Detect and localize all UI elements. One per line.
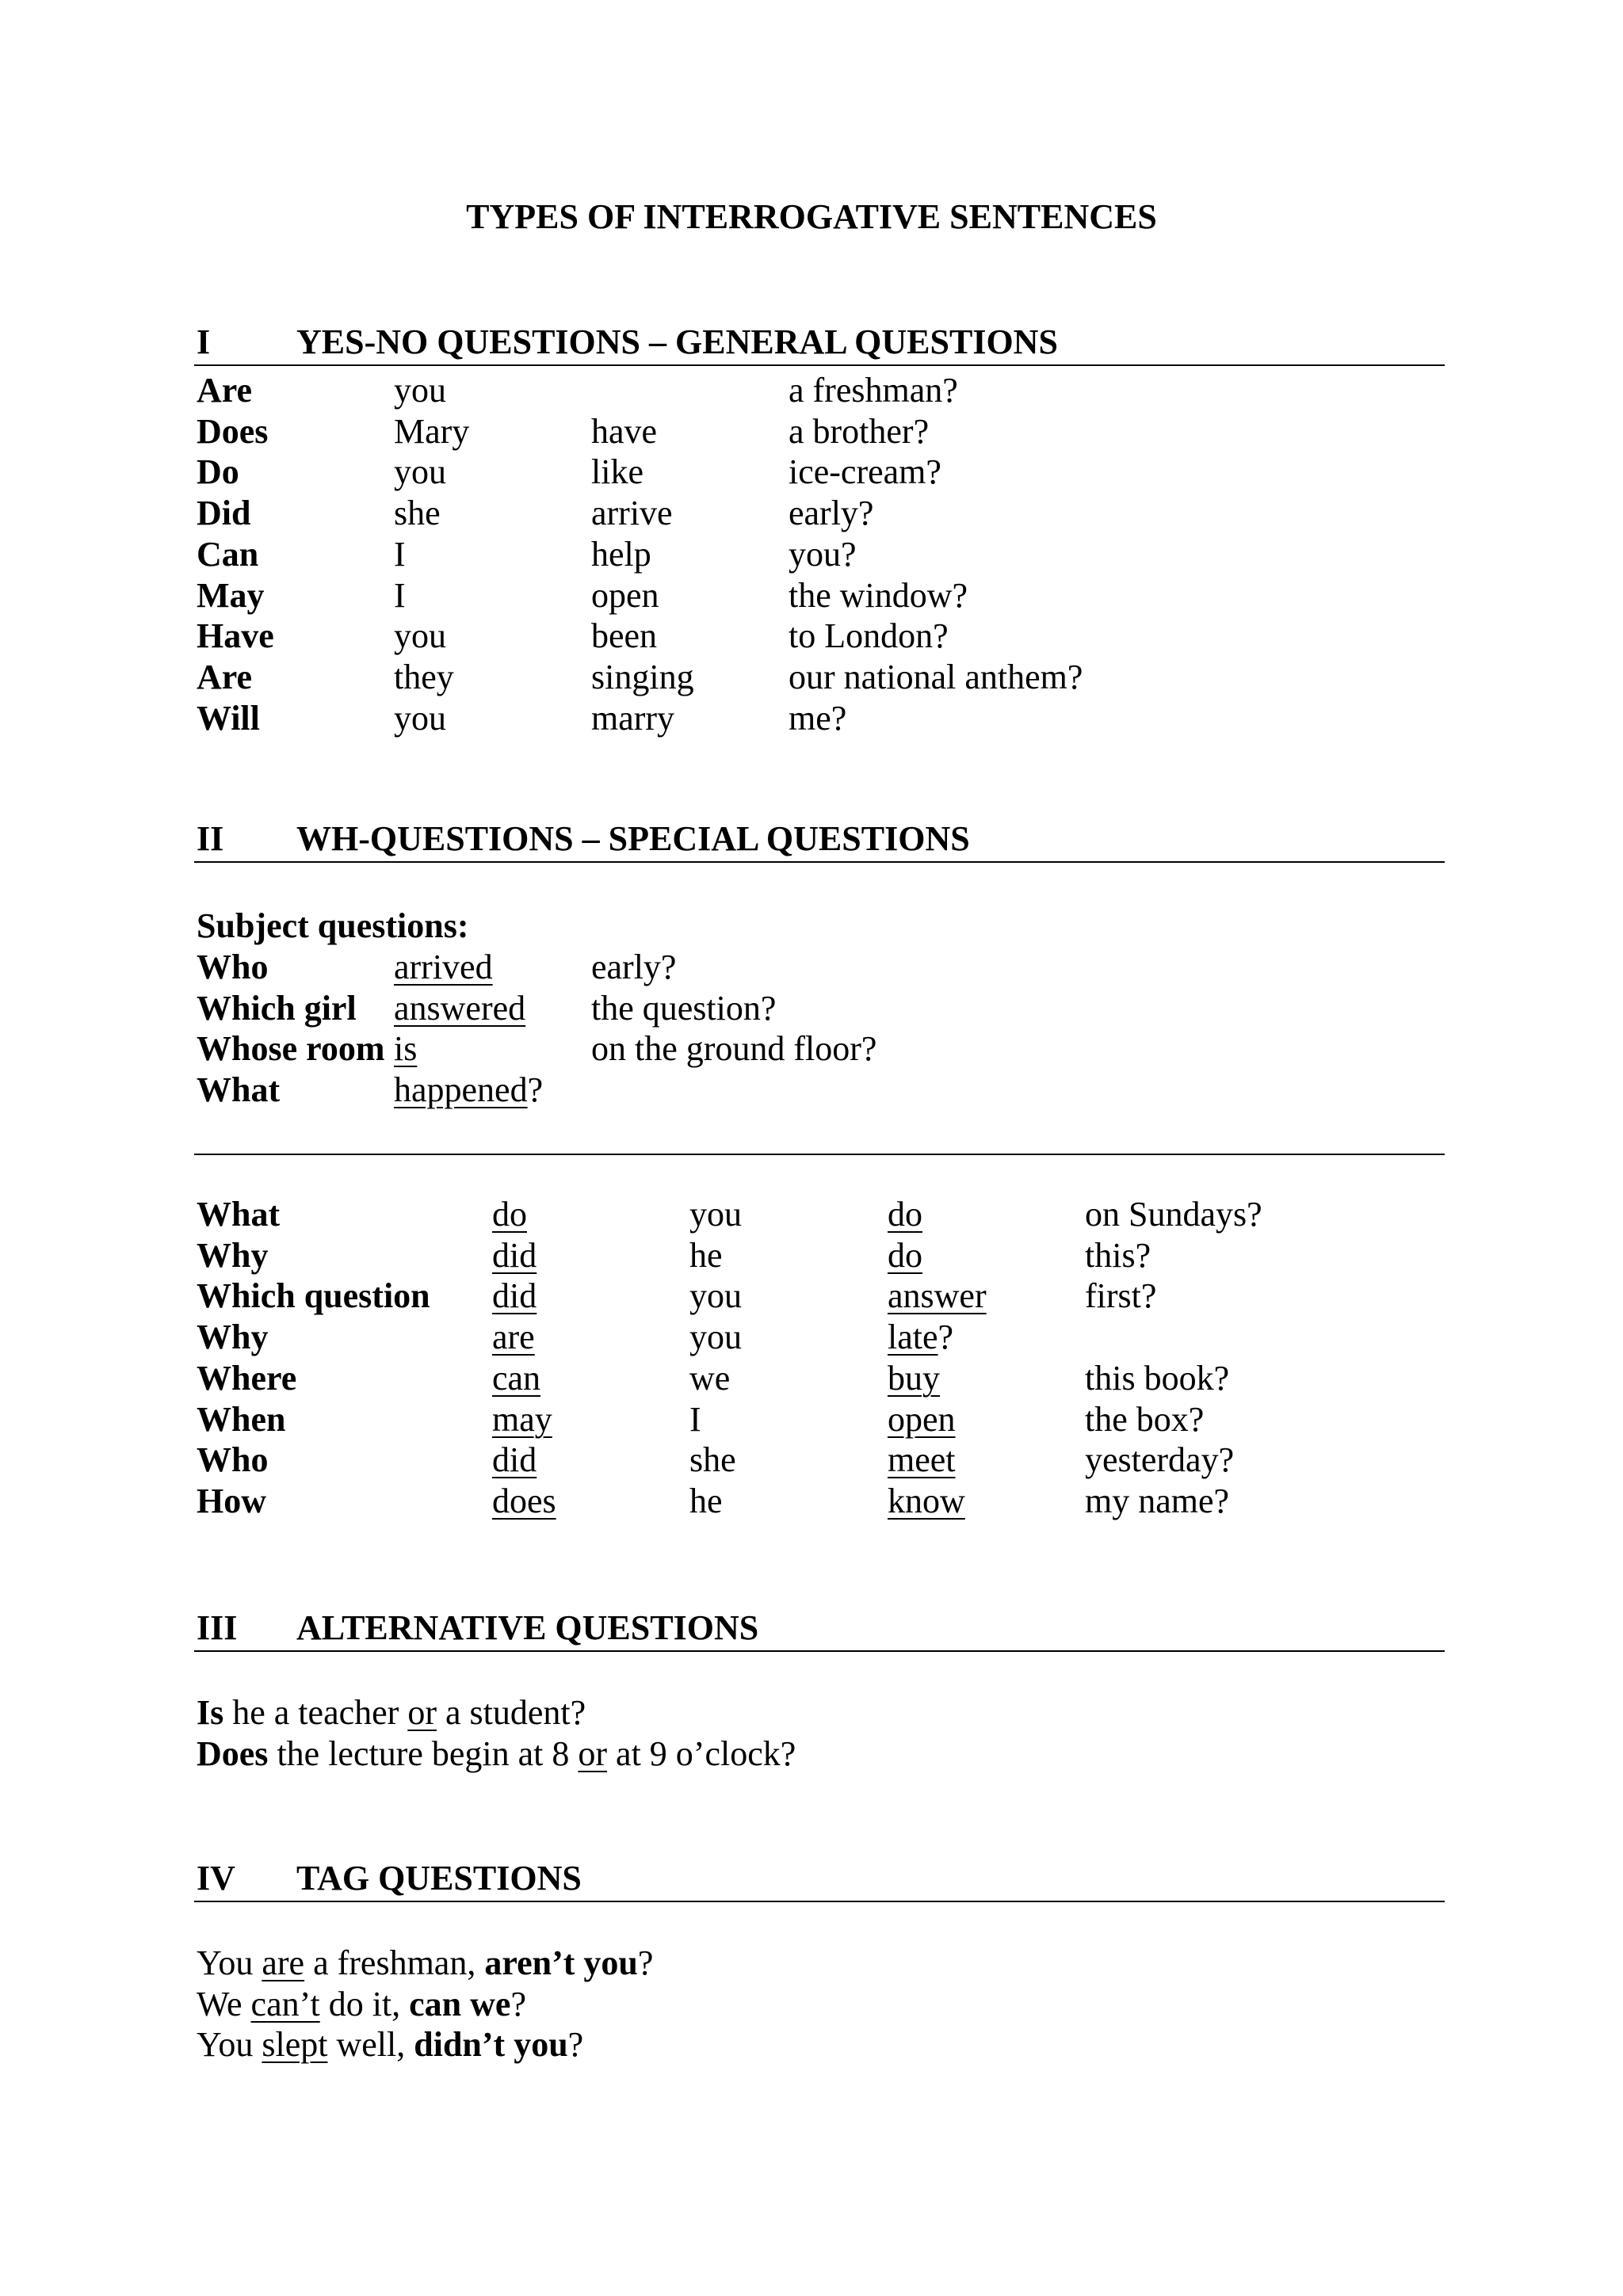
verb-word: late <box>888 1318 938 1356</box>
complement-text: first? <box>1085 1276 1157 1315</box>
wh-word: Which question <box>197 1276 430 1315</box>
section-divider <box>194 1650 1445 1652</box>
complement-text: ice-cream? <box>789 452 941 491</box>
auxiliary-word: Do <box>197 452 239 491</box>
auxiliary-word: Is <box>197 1693 224 1732</box>
subject-word: she <box>394 494 441 532</box>
section-divider <box>194 861 1445 863</box>
auxiliary-word: does <box>492 1482 556 1520</box>
conjunction-word: or <box>407 1693 437 1732</box>
complement-text: this book? <box>1085 1359 1230 1398</box>
verb-word: do <box>888 1236 922 1275</box>
complement-text: the box? <box>1085 1400 1205 1439</box>
subject-word: I <box>689 1400 701 1439</box>
verb-word: marry <box>591 699 675 738</box>
auxiliary-word: Will <box>197 699 260 738</box>
auxiliary-word: Have <box>197 616 274 655</box>
sentence-line <box>197 2027 583 2062</box>
question-tag: can we <box>409 1985 511 2023</box>
subject-word: you <box>394 699 446 738</box>
complement-text: this? <box>1085 1236 1151 1275</box>
complement-text: early? <box>591 948 677 986</box>
auxiliary-word: Are <box>197 371 253 410</box>
verb-word: like <box>591 452 643 491</box>
subject-word: Mary <box>394 412 470 451</box>
sentence-text: the lecture begin at 8 <box>268 1734 579 1773</box>
wh-word: Who <box>197 948 269 986</box>
question-tag: didn’t you <box>414 2025 568 2064</box>
sentence-text: at 9 o’clock? <box>607 1734 796 1773</box>
auxiliary-word: do <box>492 1195 527 1234</box>
subject-word: you <box>689 1195 742 1234</box>
section-divider <box>194 1154 1445 1155</box>
complement-text: on Sundays? <box>1085 1195 1262 1234</box>
complement-text: our national anthem? <box>789 658 1083 696</box>
page-title: TYPES OF INTERROGATIVE SENTENCES <box>466 197 1157 236</box>
question-tag: aren’t you <box>484 1943 638 1982</box>
auxiliary-word: can <box>492 1359 541 1398</box>
complement-text: me? <box>789 699 847 738</box>
sentence-text: We <box>197 1985 251 2023</box>
verb-word: do <box>888 1195 922 1234</box>
sentence-text: a freshman, <box>304 1943 485 1982</box>
sentence-text: a student? <box>436 1693 586 1732</box>
verb-word: can’t <box>250 1985 320 2023</box>
complement-text: a brother? <box>789 412 930 451</box>
verb-word: help <box>591 535 651 574</box>
section-divider <box>194 364 1445 366</box>
sentence-line <box>197 1734 796 1773</box>
verb-word: open <box>888 1400 956 1439</box>
verb-word: answer <box>888 1276 987 1315</box>
complement-text: to London? <box>789 616 949 655</box>
subject-word: he <box>689 1482 723 1520</box>
verb-word: buy <box>888 1359 940 1398</box>
subject-word: you <box>394 616 446 655</box>
question-mark: ? <box>567 2025 584 2064</box>
verb-word: is <box>394 1029 418 1068</box>
sentence-text: do it, <box>319 1985 410 2023</box>
verb-word: meet <box>888 1440 956 1479</box>
verb-word: been <box>591 616 658 655</box>
wh-word: Who <box>197 1440 269 1479</box>
wh-word: Where <box>197 1359 297 1398</box>
section-title: YES-NO QUESTIONS – GENERAL QUESTIONS <box>296 322 1058 361</box>
verb-word: arrived <box>394 948 493 986</box>
wh-word: How <box>197 1482 266 1520</box>
subsection-heading: Subject questions: <box>197 906 469 945</box>
sentence-line <box>197 1943 654 1982</box>
subject-word: I <box>394 576 406 615</box>
question-mark: ? <box>510 1985 526 2023</box>
auxiliary-word: Does <box>197 412 269 451</box>
verb-phrase <box>888 1320 953 1355</box>
sentence-line <box>197 1695 586 1730</box>
complement-text: you? <box>789 535 857 574</box>
auxiliary-word: Are <box>197 658 253 696</box>
complement-text: my name? <box>1085 1482 1230 1520</box>
auxiliary-word: are <box>492 1318 535 1356</box>
section-number: IV <box>197 1859 235 1897</box>
auxiliary-word: may <box>492 1400 552 1439</box>
section-number: III <box>197 1608 238 1647</box>
verb-word: arrive <box>591 494 673 532</box>
wh-word: Why <box>197 1236 269 1275</box>
complement-text: a freshman? <box>789 371 958 410</box>
wh-word: What <box>197 1195 281 1234</box>
sentence-text: well, <box>327 2025 414 2064</box>
wh-word: Which girl <box>197 989 357 1028</box>
question-mark: ? <box>527 1070 544 1109</box>
auxiliary-word: did <box>492 1236 537 1275</box>
subject-word: they <box>394 658 454 696</box>
subject-word: I <box>394 535 406 574</box>
verb-word: slept <box>262 2025 328 2064</box>
complement-text: early? <box>789 494 874 532</box>
verb-word: singing <box>591 658 694 696</box>
subject-word: he <box>689 1236 723 1275</box>
section-number: I <box>197 322 211 361</box>
verb-word: are <box>262 1943 305 1982</box>
subject-word: you <box>394 452 446 491</box>
subject-word: you <box>394 371 446 410</box>
complement-text: the window? <box>789 576 968 615</box>
auxiliary-word: May <box>197 576 265 615</box>
verb-phrase <box>394 1070 544 1109</box>
auxiliary-word: did <box>492 1276 537 1315</box>
section-divider <box>194 1901 1445 1902</box>
subject-word: you <box>689 1276 742 1315</box>
auxiliary-word: Can <box>197 535 259 574</box>
wh-word: What <box>197 1070 281 1109</box>
wh-word: Why <box>197 1318 269 1356</box>
wh-word: When <box>197 1400 286 1439</box>
complement-text: on the ground floor? <box>591 1029 877 1068</box>
auxiliary-word: Did <box>197 494 251 532</box>
wh-word: Whose room <box>197 1029 385 1068</box>
subject-word: she <box>689 1440 736 1479</box>
auxiliary-word: Does <box>197 1734 269 1773</box>
verb-word: know <box>888 1482 965 1520</box>
question-mark: ? <box>637 1943 654 1982</box>
conjunction-word: or <box>578 1734 608 1773</box>
sentence-text: he a teacher <box>223 1693 408 1732</box>
verb-word: have <box>591 412 658 451</box>
section-title: TAG QUESTIONS <box>296 1859 582 1897</box>
complement-text: the question? <box>591 989 777 1028</box>
subject-word: we <box>689 1359 731 1398</box>
verb-word: open <box>591 576 659 615</box>
sentence-line <box>197 1987 526 2022</box>
section-title: ALTERNATIVE QUESTIONS <box>296 1608 759 1647</box>
section-title: WH-QUESTIONS – SPECIAL QUESTIONS <box>296 819 970 858</box>
section-number: II <box>197 819 224 858</box>
question-mark: ? <box>938 1318 954 1356</box>
verb-word: happened <box>394 1070 528 1109</box>
sentence-text: You <box>197 1943 262 1982</box>
auxiliary-word: did <box>492 1440 537 1479</box>
subject-word: you <box>689 1318 742 1356</box>
verb-word: answered <box>394 989 526 1028</box>
complement-text: yesterday? <box>1085 1440 1235 1479</box>
sentence-text: You <box>197 2025 262 2064</box>
